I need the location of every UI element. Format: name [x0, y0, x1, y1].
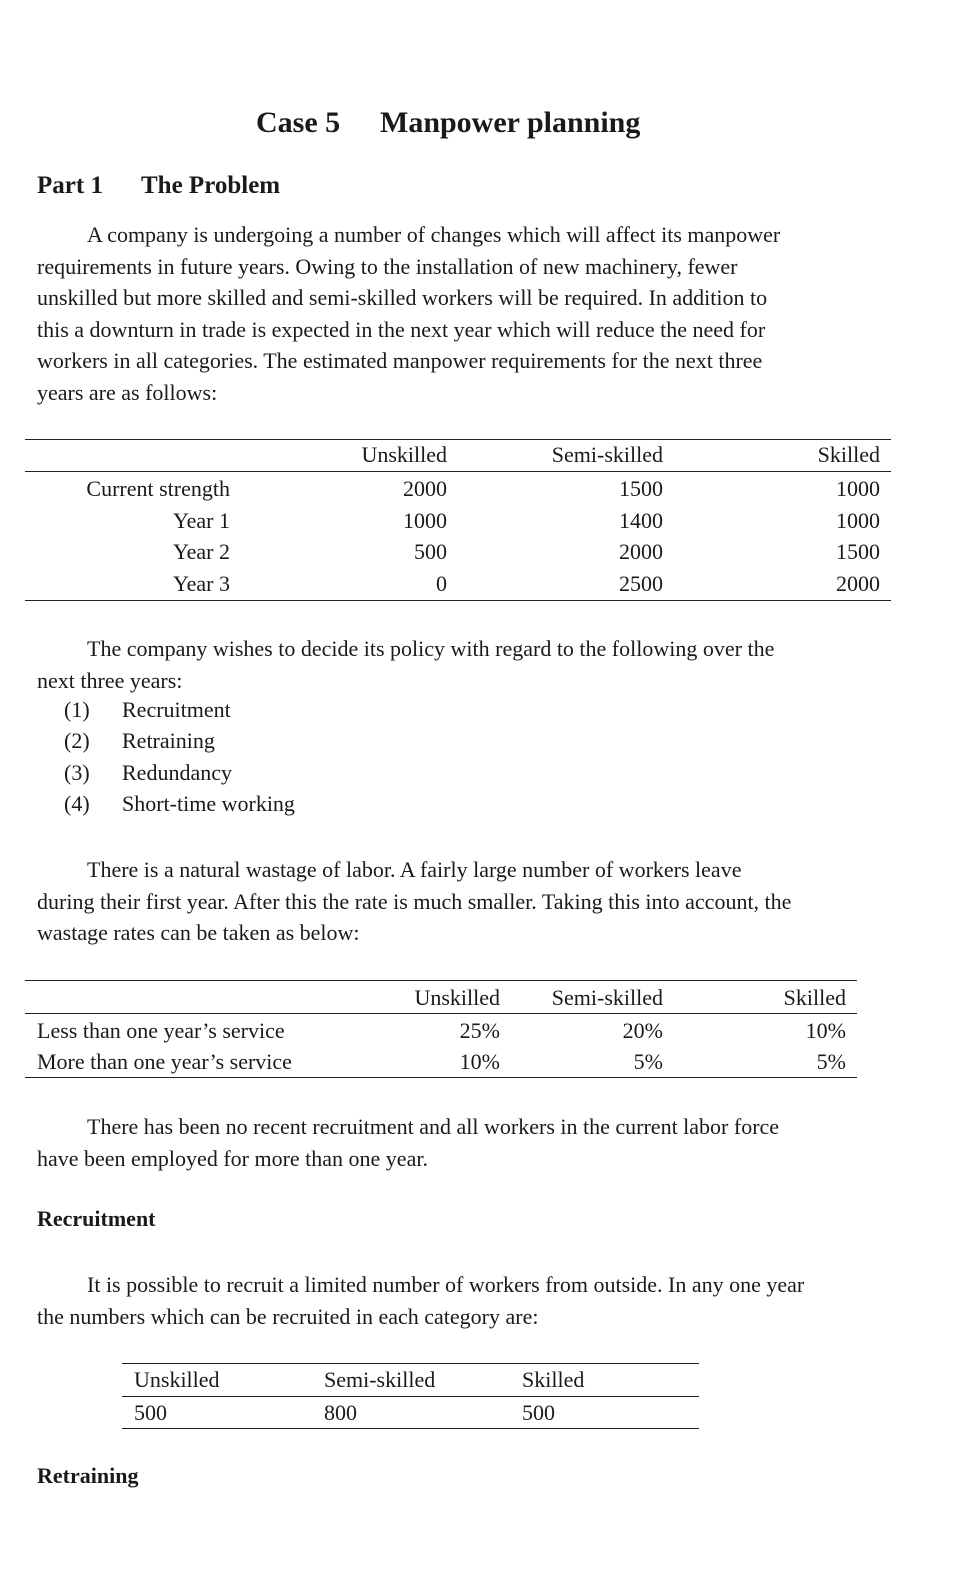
header-skilled: Skilled	[817, 442, 880, 467]
part-heading	[37, 172, 280, 200]
para-line-text: The company wishes to decide its policy with regard to the following over the	[87, 636, 775, 661]
list-text: Short-time working	[122, 791, 295, 816]
table-rule-bottom	[25, 600, 891, 601]
intro-paragraph	[37, 219, 897, 408]
table-cell: 1500	[836, 539, 880, 564]
list-text: Recruitment	[122, 697, 231, 722]
table-rule-mid	[25, 1013, 857, 1014]
table-rule-top	[25, 439, 891, 440]
para-line: years are as follows:	[37, 379, 218, 405]
list-number: (4)	[64, 791, 90, 816]
table-cell: 1000	[836, 476, 880, 501]
table-cell: 2000	[836, 571, 880, 596]
policy-paragraph	[37, 633, 897, 696]
header-unskilled: Unskilled	[134, 1367, 220, 1392]
table-rule-bottom	[122, 1428, 699, 1429]
list-item	[64, 728, 215, 754]
table-cell: 5%	[816, 1049, 846, 1074]
case-title	[256, 106, 640, 140]
current-force-paragraph	[37, 1111, 897, 1174]
table-rule-mid	[122, 1396, 699, 1397]
para-line-text: It is possible to recruit a limited number of workers from outside. In any one year	[87, 1272, 805, 1297]
para-line	[37, 854, 897, 886]
para-line: next three years:	[37, 667, 183, 693]
table-cell: 800	[324, 1400, 357, 1425]
table-cell: 20%	[622, 1018, 663, 1043]
table-cell: 2500	[619, 571, 663, 596]
list-text: Redundancy	[122, 760, 232, 785]
table-cell: 0	[436, 571, 447, 596]
para-line-text: A company is undergoing a number of changes which will affect its manpower	[87, 222, 781, 247]
para-line	[37, 633, 897, 665]
table-cell: 1000	[836, 508, 880, 533]
para-line-text: There has been no recent recruitment and all workers in the current labor force	[87, 1114, 780, 1139]
list-text: Retraining	[122, 728, 215, 753]
list-number: (1)	[64, 697, 90, 722]
para-line: wastage rates can be taken as below:	[37, 920, 360, 945]
wastage-table	[25, 980, 857, 1078]
case-name: Manpower planning	[380, 106, 641, 139]
table-cell: 500	[522, 1400, 555, 1425]
para-line: have been employed for more than one year.	[37, 1145, 428, 1171]
table-cell: 2000	[619, 539, 663, 564]
list-number: (3)	[64, 760, 90, 785]
list-item	[64, 760, 232, 786]
requirements-table	[25, 439, 891, 601]
wastage-paragraph	[37, 854, 897, 949]
row-label: More than one year’s service	[37, 1049, 292, 1074]
recruitment-table	[122, 1363, 699, 1429]
row-label: Current strength	[86, 476, 230, 501]
table-rule-mid	[25, 471, 891, 472]
row-label: Year 1	[172, 508, 230, 533]
section-heading-recruitment: Recruitment	[37, 1206, 156, 1231]
header-skilled: Skilled	[783, 985, 846, 1010]
case-number: Case 5	[256, 106, 341, 139]
table-cell: 500	[134, 1400, 167, 1425]
para-line: requirements in future years. Owing to the installation of new machinery, fewer	[37, 253, 738, 279]
table-cell: 25%	[459, 1018, 500, 1043]
para-line: unskilled but more skilled and semi-skilled workers will be required. In addition to	[37, 285, 768, 310]
section-heading-retraining: Retraining	[37, 1463, 139, 1488]
header-unskilled: Unskilled	[414, 985, 500, 1010]
table-cell: 2000	[403, 476, 447, 501]
para-line-text: There is a natural wastage of labor. A fairly large number of workers leave	[87, 857, 742, 882]
para-line: workers in all categories. The estimated manpower requirements for the next three	[37, 348, 763, 373]
list-item	[64, 697, 231, 723]
row-label: Less than one year’s service	[37, 1018, 285, 1043]
part-name: The Problem	[141, 172, 281, 199]
header-skilled: Skilled	[522, 1367, 585, 1392]
para-line	[37, 219, 897, 251]
table-cell: 10%	[805, 1018, 846, 1043]
table-cell: 1000	[403, 508, 447, 533]
list-item	[64, 791, 295, 817]
para-line: this a downturn in trade is expected in the next year which will reduce the need for	[37, 316, 766, 342]
para-line	[37, 1269, 897, 1301]
table-cell: 1500	[619, 476, 663, 501]
part-number: Part 1	[37, 172, 103, 199]
header-semi-skilled: Semi-skilled	[324, 1367, 436, 1392]
table-cell: 1400	[619, 508, 663, 533]
list-number: (2)	[64, 728, 90, 753]
table-cell: 10%	[459, 1049, 500, 1074]
table-cell: 500	[414, 539, 447, 564]
row-label: Year 2	[172, 539, 230, 564]
header-semi-skilled: Semi-skilled	[551, 985, 663, 1010]
table-cell: 5%	[633, 1049, 663, 1074]
para-line	[37, 1111, 897, 1143]
header-semi-skilled: Semi-skilled	[551, 442, 663, 467]
recruitment-paragraph	[37, 1269, 897, 1332]
para-line: during their first year. After this the rate is much smaller. Taking this into account, the	[37, 888, 792, 914]
table-rule-bottom	[25, 1077, 857, 1078]
row-label: Year 3	[172, 571, 230, 596]
header-unskilled: Unskilled	[361, 442, 447, 467]
table-rule-top	[25, 980, 857, 981]
para-line: the numbers which can be recruited in each category are:	[37, 1303, 539, 1329]
